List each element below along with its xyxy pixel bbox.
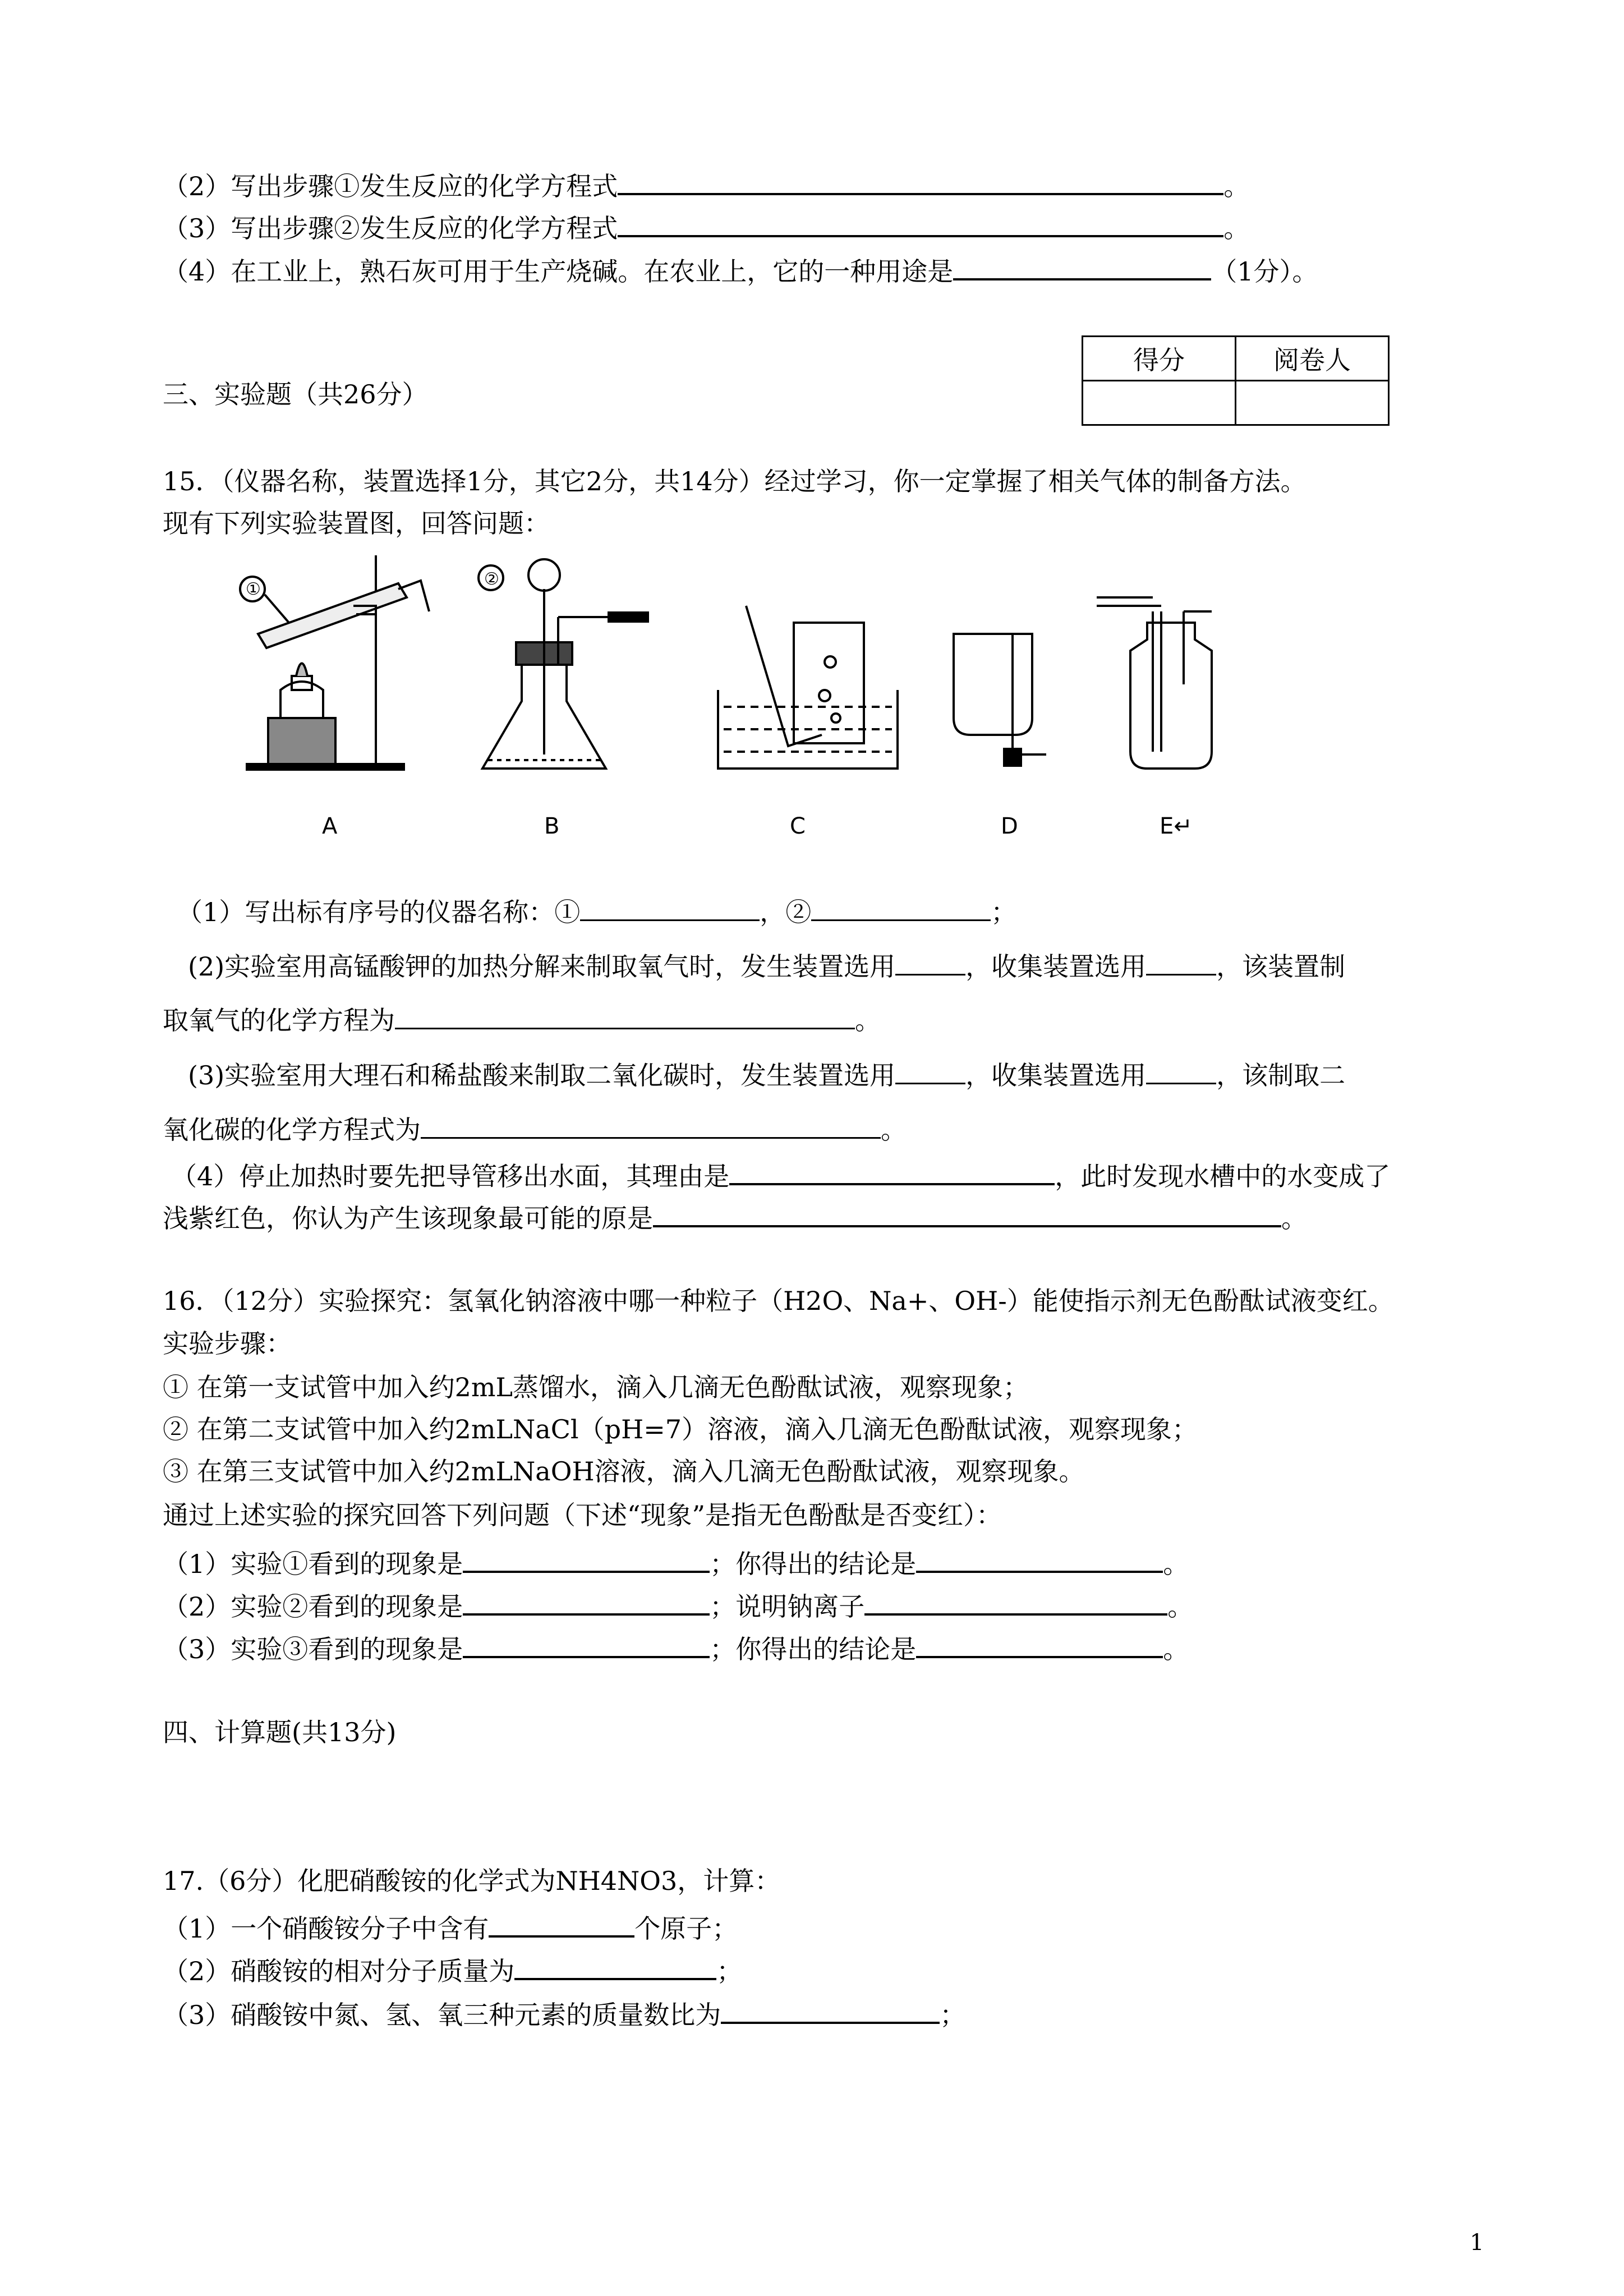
answer-blank[interactable] <box>953 254 1211 280</box>
answer-blank[interactable] <box>1146 949 1216 976</box>
q15-sub3: (3)实验室用大理石和稀盐酸来制取二氧化碳时，发生装置选用 ，收集装置选用 ，该制取二 <box>188 1058 1345 1088</box>
fig-label-d: D <box>1001 813 1018 839</box>
score-cell[interactable] <box>1083 381 1236 425</box>
answer-blank[interactable] <box>489 1911 634 1938</box>
fig-label-e: E↵ <box>1160 813 1193 839</box>
answer-blank[interactable] <box>618 168 1223 195</box>
q15-sub3-cont: 氧化碳的化学方程式为 。 <box>163 1112 907 1143</box>
answer-blank[interactable] <box>463 1546 710 1573</box>
q17-sub1: （1）一个硝酸铵分子中含有 个原子； <box>163 1911 738 1941</box>
fig-label-b: B <box>544 813 560 839</box>
q16-steps-title: 实验步骤： <box>163 1328 292 1359</box>
q15-sub4-cont: 浅紫红色，你认为产生该现象最可能的原是 。 <box>163 1200 1307 1231</box>
question-line-3: （3）写出步骤②发生反应的化学方程式 。 <box>163 210 1249 241</box>
apparatus-figure <box>236 550 1245 797</box>
fig-marker: ① <box>246 579 261 599</box>
answer-blank[interactable] <box>395 1003 855 1029</box>
q17-sub2: （2）硝酸铵的相对分子质量为 ； <box>163 1953 742 1984</box>
answer-blank[interactable] <box>895 949 965 976</box>
apparatus-e <box>1097 597 1212 769</box>
q15-sub2-cont: 取氧气的化学方程为 。 <box>163 1003 881 1033</box>
answer-blank[interactable] <box>916 1546 1163 1573</box>
answer-blank[interactable] <box>811 895 991 921</box>
grader-header: 阅卷人 <box>1236 337 1389 381</box>
apparatus-d <box>954 634 1046 766</box>
q15-intro: 15．（仪器名称，装置选择1分，其它2分，共14分）经过学习，你一定掌握了相关气体的制备方法。 <box>163 466 1306 496</box>
q15-sub1: （1）写出标有序号的仪器名称：① ，② ； <box>177 895 1016 925</box>
fig-label-a: A <box>322 813 338 839</box>
answer-blank[interactable] <box>421 1112 881 1139</box>
answer-blank[interactable] <box>729 1158 1055 1185</box>
q15-sub2: (2)实验室用高锰酸钾的加热分解来制取氧气时，发生装置选用 ，收集装置选用 ，该装置制 <box>188 949 1345 979</box>
answer-blank[interactable] <box>1146 1058 1216 1084</box>
q16-sub2: （2）实验②看到的现象是 ；说明钠离子 。 <box>163 1589 1193 1619</box>
q17-intro: 17.（6分）化肥硝酸铵的化学式为NH4NO3，计算： <box>163 1866 781 1896</box>
fig-marker: ② <box>484 569 499 589</box>
answer-blank[interactable] <box>653 1200 1281 1227</box>
q15-intro-2: 现有下列实验装置图，回答问题： <box>163 508 550 539</box>
q16-sub1: （1）实验①看到的现象是 ；你得出的结论是 。 <box>163 1546 1189 1577</box>
apparatus-b <box>482 559 648 769</box>
section-title: 三、实验题（共26分） <box>163 379 428 409</box>
q16-step-2: ② 在第二支试管中加入约2mLNaCl（pH=7）溶液，滴入几滴无色酚酞试液，观察现象； <box>163 1414 1198 1444</box>
q16-instructions: 通过上述实验的探究回答下列问题（下述“现象”是指无色酚酞是否变红）： <box>163 1500 1002 1530</box>
fig-label-c: C <box>790 813 806 839</box>
q17-sub3: （3）硝酸铵中氮、氢、氧三种元素的质量数比为 ； <box>163 1997 965 2028</box>
answer-blank[interactable] <box>618 210 1223 237</box>
q16-sub3: （3）实验③看到的现象是 ；你得出的结论是 。 <box>163 1631 1189 1662</box>
q16-step-1: ① 在第一支试管中加入约2mL蒸馏水，滴入几滴无色酚酞试液，观察现象； <box>163 1372 1029 1402</box>
answer-blank[interactable] <box>463 1631 710 1658</box>
q16-step-3: ③ 在第三支试管中加入约2mLNaOH溶液，滴入几滴无色酚酞试液，观察现象。 <box>163 1456 1085 1487</box>
apparatus-a <box>240 555 429 770</box>
score-table <box>1082 335 1390 426</box>
score-header: 得分 <box>1083 337 1236 381</box>
answer-blank[interactable] <box>864 1589 1167 1616</box>
q15-sub4: （4）停止加热时要先把导管移出水面，其理由是 ，此时发现水槽中的水变成了 <box>171 1158 1390 1189</box>
answer-blank[interactable] <box>580 895 760 921</box>
answer-blank[interactable] <box>514 1953 716 1980</box>
page-number: 1 <box>1470 2230 1484 2256</box>
question-line-2: （2）写出步骤①发生反应的化学方程式 。 <box>163 168 1249 199</box>
answer-blank[interactable] <box>895 1058 965 1084</box>
apparatus-c <box>718 606 898 769</box>
grader-cell[interactable] <box>1236 381 1389 425</box>
q16-intro: 16．（12分）实验探究：氢氧化钠溶液中哪一种粒子（H2O、Na+、OH-）能使指示剂无色酚酞试液变红。 <box>163 1286 1394 1316</box>
question-line-4: （4）在工业上，熟石灰可用于生产烧碱。在农业上，它的一种用途是 （1分）。 <box>163 254 1318 284</box>
section-title: 四、计算题(共13分) <box>163 1717 397 1747</box>
answer-blank[interactable] <box>463 1589 710 1616</box>
answer-blank[interactable] <box>721 1997 940 2024</box>
answer-blank[interactable] <box>916 1631 1163 1658</box>
